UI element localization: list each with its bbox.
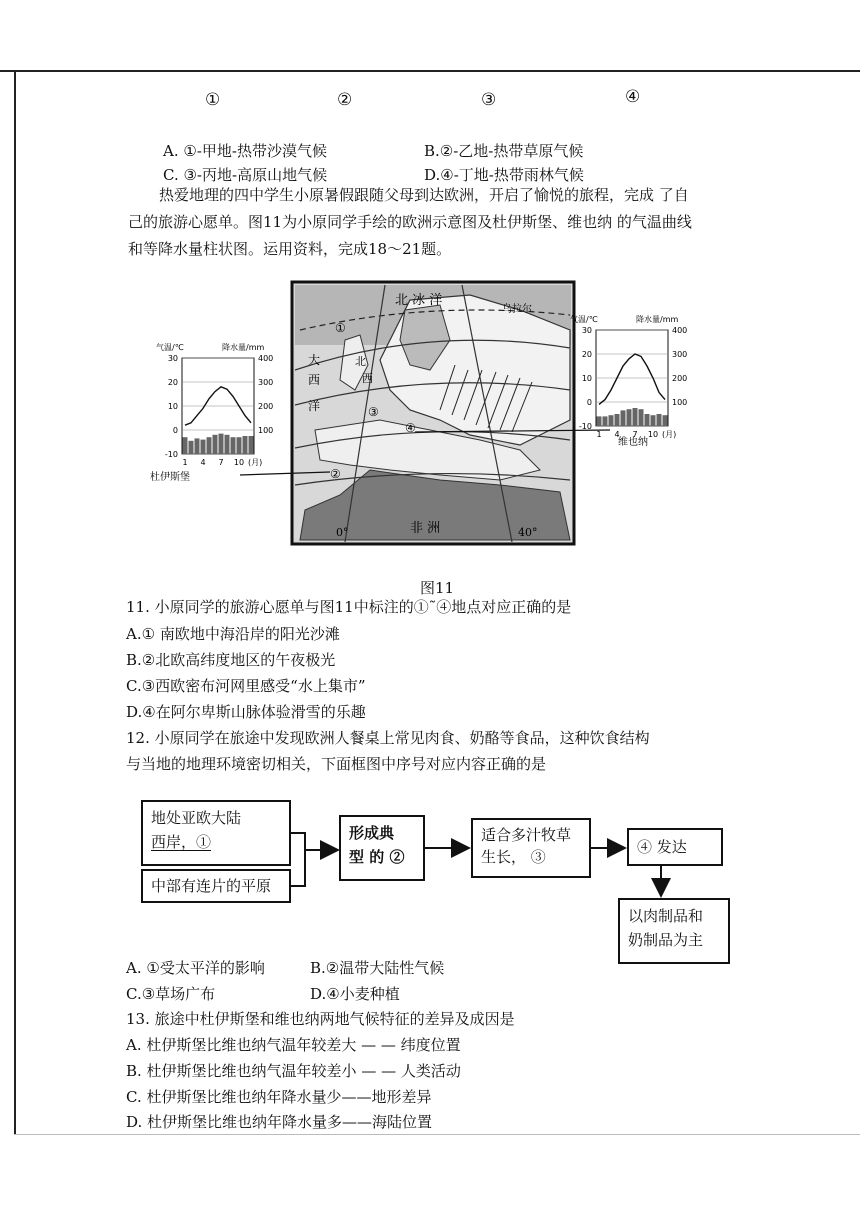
q12-option-a: A. ①受太平洋的影响 — [126, 959, 265, 977]
q13-option-b: B. 杜伊斯堡比维也纳气温年较差小 — — 人类活动 — [126, 1062, 461, 1080]
prev-symbol-4: ④ — [625, 87, 641, 107]
intro-line-3: 和等降水量柱状图。运用资料，完成18～21题。 — [128, 240, 452, 258]
duisburg-month-tick-2: 7 — [218, 458, 224, 467]
vienna-prec-tick-3: 100 — [672, 398, 688, 407]
map-label-0-meridian: 0° — [336, 526, 349, 539]
vienna-month-tick-0: 1 — [596, 430, 602, 439]
duisburg-temp-unit: 气温/℃ — [156, 343, 184, 352]
prev-option-a: A. ①-甲地-热带沙漠气候 — [163, 142, 327, 160]
map-label-40-meridian: 40° — [518, 526, 538, 539]
q12-option-d: D.④小麦种植 — [310, 985, 400, 1003]
intro-line-2: 己的旅游心愿单。图11为小原同学手绘的欧洲示意图及杜伊斯堡、维也纳 的气温曲线 — [128, 213, 692, 231]
flow-box-grass-line-1: 适合多汁牧草 — [481, 826, 572, 844]
vienna-month-tick-3: 10 — [647, 430, 659, 439]
duisburg-prec-tick-3: 100 — [258, 426, 274, 435]
q12-option-c: C.③草场广布 — [126, 985, 216, 1003]
q11-option-b: B.②北欧高纬度地区的午夜极光 — [126, 651, 336, 669]
map-label-north: 北 — [355, 355, 366, 368]
figure-caption: 图11 — [420, 579, 455, 597]
map-label-africa: 非 洲 — [410, 521, 441, 536]
vienna-month-tick-2: 7 — [632, 430, 638, 439]
intro-line-1: 热爱地理的四中学生小原暑假跟随父母到达欧洲，开启了愉悦的旅程，完成 了自 — [159, 186, 689, 204]
q11-option-a: A.① 南欧地中海沿岸的阳光沙滩 — [126, 625, 340, 643]
duisburg-month-tick-0: 1 — [182, 458, 188, 467]
q13-stem: 13. 旅途中杜伊斯堡和维也纳两地气候特征的差异及成因是 — [126, 1010, 515, 1028]
map-marker-3: ③ — [368, 405, 379, 419]
flow-box-climate-line-2: 型 的 ② — [349, 848, 405, 866]
prev-option-c: C. ③-丙地-高原山地气候 — [163, 166, 328, 184]
q12-stem-line-1: 12. 小原同学在旅途中发现欧洲人餐桌上常见肉食、奶酪等食品，这种饮食结构 — [126, 729, 650, 747]
flow-box-diet-line-1: 以肉制品和 — [628, 907, 704, 925]
duisburg-prec-tick-1: 300 — [258, 378, 274, 387]
map-label-atlantic-1: 大 — [308, 353, 321, 367]
q12-stem-line-2: 与当地的地理环境密切相关，下面框图中序号对应内容正确的是 — [126, 755, 547, 773]
vienna-temp-unit: 气温/℃ — [570, 315, 598, 324]
vienna-city-label: 维也纳 — [618, 437, 648, 448]
duisburg-prec-tick-2: 200 — [258, 402, 274, 411]
vienna-prec-tick-0: 400 — [672, 326, 688, 335]
map-label-xi: 西 — [362, 372, 373, 385]
vienna-month-unit: (月) — [662, 430, 677, 439]
duisburg-temp-tick-4: -10 — [164, 450, 178, 459]
duisburg-month-unit: (月) — [248, 458, 263, 467]
q11-option-c: C.③西欧密布河网里感受“水上集市” — [126, 677, 366, 695]
q13-option-c: C. 杜伊斯堡比维也纳年降水量少——地形差异 — [126, 1088, 432, 1106]
prev-option-b: B.②-乙地-热带草原气候 — [424, 142, 584, 160]
duisburg-prec-unit: 降水量/mm — [222, 343, 265, 352]
vienna-temp-tick-2: 10 — [581, 374, 592, 383]
vienna-prec-unit: 降水量/mm — [636, 315, 679, 324]
flow-box-diet-line-2: 奶制品为主 — [628, 931, 704, 949]
duisburg-temp-tick-0: 30 — [167, 354, 178, 363]
vienna-prec-tick-1: 300 — [672, 350, 688, 359]
vienna-temp-tick-4: -10 — [578, 422, 592, 431]
map-marker-1: ① — [335, 321, 346, 335]
vienna-temp-tick-0: 30 — [581, 326, 592, 335]
q11-stem: 11. 小原同学的旅游心愿单与图11中标注的①˜④地点对应正确的是 — [126, 598, 572, 616]
prev-symbol-2: ② — [337, 90, 353, 110]
duisburg-city-label: 杜伊斯堡 — [150, 472, 190, 483]
vienna-month-tick-1: 4 — [614, 430, 620, 439]
prev-symbol-3: ③ — [481, 90, 497, 110]
prev-option-d: D.④-丁地-热带雨林气候 — [424, 166, 584, 184]
flow-box-plain: 中部有连片的平原 — [141, 869, 291, 903]
flow-box-location-line-1: 地处亚欧大陆 — [151, 809, 242, 827]
flow-box-climate-line-1: 形成典 — [349, 824, 395, 842]
map-label-atlantic-3: 洋 — [308, 399, 321, 413]
map-marker-4: ④ — [405, 421, 416, 435]
flow-box-location-line-2: 西岸，① — [151, 833, 212, 851]
flow-box-grass-line-2: 生长， ③ — [481, 848, 546, 866]
q13-option-a: A. 杜伊斯堡比维也纳气温年较差大 — — 纬度位置 — [126, 1036, 461, 1054]
duisburg-month-tick-3: 10 — [233, 458, 245, 467]
map-label-ural: 乌拉尔 — [502, 304, 532, 315]
map-marker-2: ② — [330, 467, 341, 481]
vienna-prec-tick-2: 200 — [672, 374, 688, 383]
duisburg-month-tick-1: 4 — [200, 458, 206, 467]
prev-symbol-1: ① — [205, 90, 221, 110]
duisburg-temp-tick-3: 0 — [172, 426, 178, 435]
duisburg-temp-tick-1: 20 — [167, 378, 178, 387]
map-label-atlantic-2: 西 — [308, 373, 321, 387]
map-label-arctic: 北 冰 洋 — [395, 293, 443, 308]
vienna-temp-tick-3: 0 — [586, 398, 592, 407]
duisburg-temp-tick-2: 10 — [167, 402, 178, 411]
q11-option-d: D.④在阿尔卑斯山脉体验滑雪的乐趣 — [126, 703, 366, 721]
flow-box-industry: ④ 发达 — [627, 828, 723, 866]
vienna-temp-tick-1: 20 — [581, 350, 592, 359]
duisburg-prec-tick-0: 400 — [258, 354, 274, 363]
q13-option-d: D. 杜伊斯堡比维也纳年降水量多——海陆位置 — [126, 1113, 433, 1131]
q12-option-b: B.②温带大陆性气候 — [310, 959, 445, 977]
